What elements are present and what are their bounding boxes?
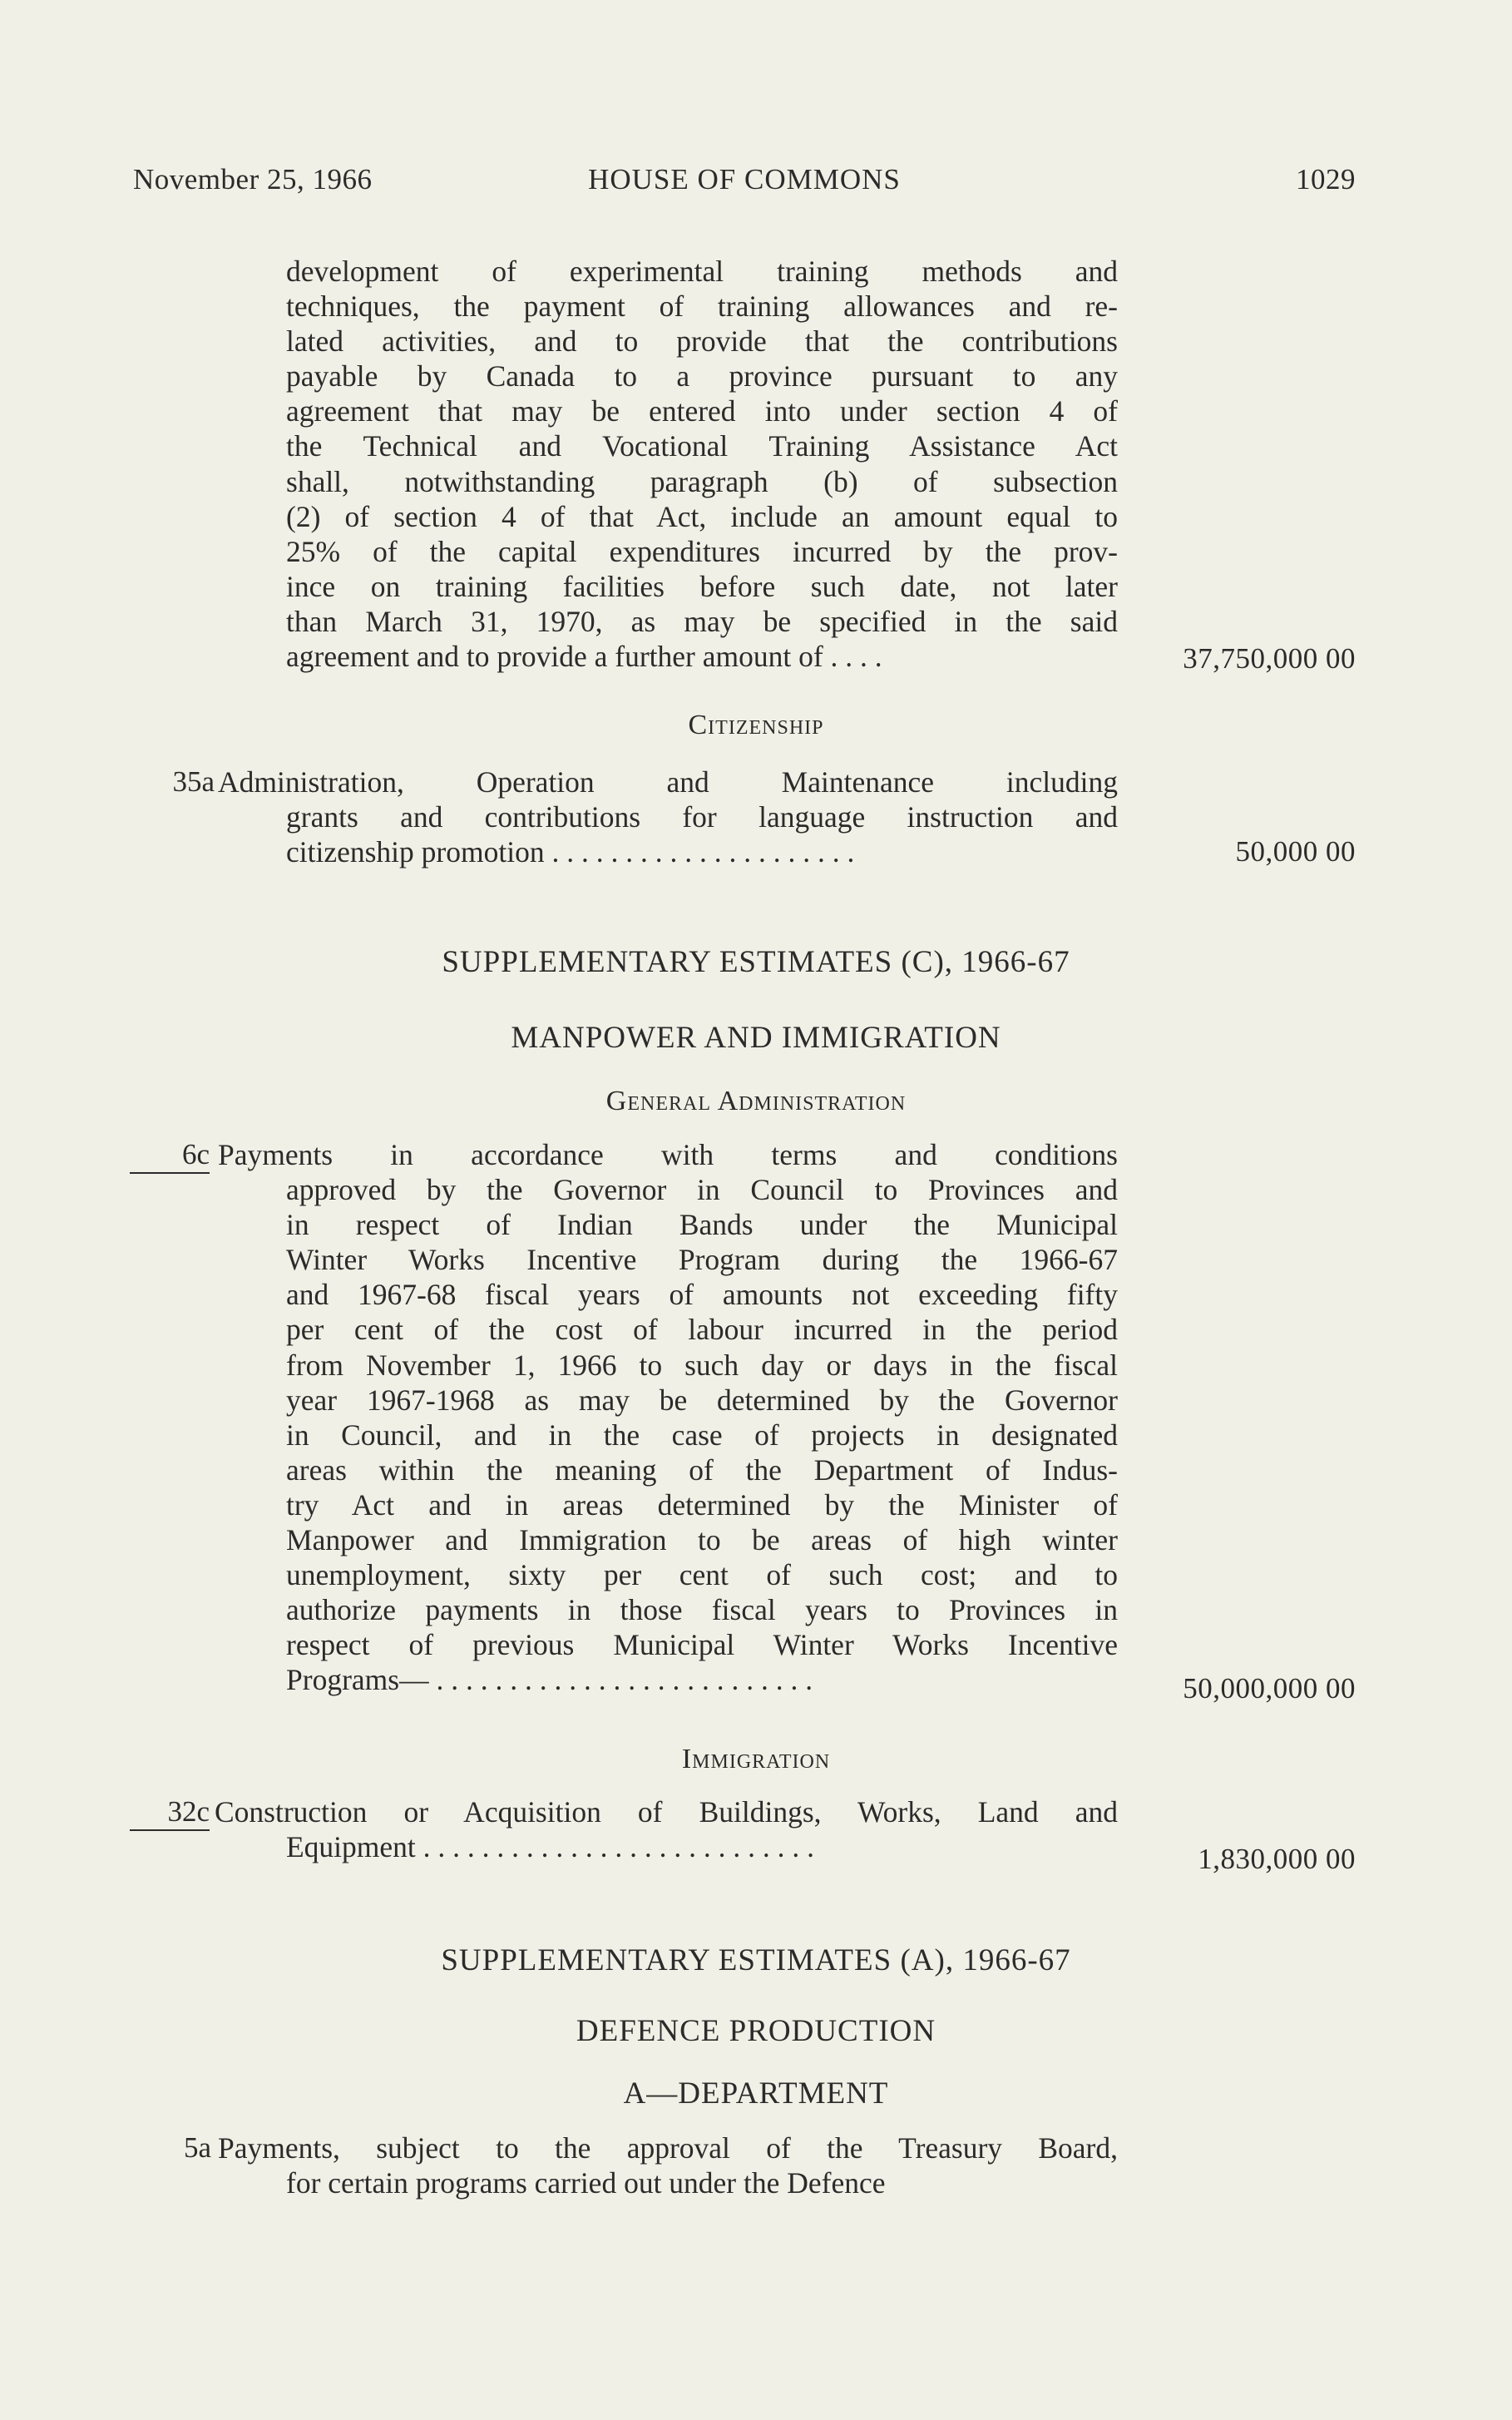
heading-supplementary-a: SUPPLEMENTARY ESTIMATES (A), 1966-67 — [441, 1943, 1071, 1977]
section-a-department: A—DEPARTMENT — [623, 2076, 889, 2111]
department-manpower: MANPOWER AND IMMIGRATION — [511, 1021, 1001, 1055]
header-date: November 25, 1966 — [133, 163, 373, 195]
text-line: agreement that may be entered into under section 4 of — [286, 394, 1118, 428]
text-line: year 1967-1968 as may be determined by the Governor — [286, 1383, 1118, 1417]
text-line: authorize payments in those fiscal years to Provinces in — [286, 1593, 1118, 1627]
text-line: Winter Works Incentive Program during the 1966-67 — [286, 1243, 1118, 1277]
text-line: respect of previous Municipal Winter Works Incentive — [286, 1628, 1118, 1662]
vote-number-35a: 35a — [172, 765, 215, 798]
text-line: Equipment . . . . . . . . . . . . . . . . . . . . . . . . . . . — [286, 1830, 815, 1864]
text-line: try Act and in areas determined by the Minister of — [286, 1487, 1118, 1522]
vote-text-5a — [218, 2130, 1118, 2200]
text-line: development of experimental training methods and — [286, 255, 1118, 288]
vote-text-32c — [215, 1794, 1118, 1864]
text-line: payable by Canada to a province pursuant to any — [286, 359, 1118, 393]
text-line: techniques, the payment of training allowances and re- — [286, 290, 1118, 324]
section-general-administration: General Administration — [605, 1086, 907, 1116]
section-heading-citizenship: Citizenship — [688, 710, 824, 740]
section-immigration: Immigration — [681, 1744, 831, 1774]
text-line: Manpower and Immigration to be areas of high winter — [286, 1523, 1118, 1557]
text-line: unemployment, sixty per cent of such cost; and to — [286, 1558, 1118, 1592]
text-line: in respect of Indian Bands under the Municipal — [286, 1208, 1118, 1242]
text-line: shall, notwithstanding paragraph (b) of subsection — [286, 464, 1118, 498]
amount-continued: 37,750,000 00 — [1183, 642, 1356, 675]
vote-text-6c — [218, 1137, 1118, 1698]
text-line: (2) of section 4 of that Act, include an amount equal to — [286, 499, 1118, 533]
text-line: Payments, subject to the approval of the Treasury Board, — [218, 2131, 1118, 2165]
text-line: areas within the meaning of the Department of Indus- — [286, 1452, 1118, 1487]
text-line: in Council, and in the case of projects in designated — [286, 1418, 1118, 1452]
text-line: for certain programs carried out under the Defence — [286, 2166, 886, 2200]
vote-number-32c: 32c — [130, 1794, 210, 1831]
text-line: ince on training facilities before such date, not later — [286, 569, 1118, 603]
header-title: HOUSE OF COMMONS — [588, 163, 901, 195]
page-number: 1029 — [1296, 163, 1356, 195]
text-line: Administration, Operation and Maintenance including — [218, 765, 1118, 799]
text-line: per cent of the cost of labour incurred in the period — [286, 1313, 1118, 1347]
text-line: the Technical and Vocational Training Assistance Act — [286, 429, 1118, 463]
text-line: 25% of the capital expenditures incurred by the prov- — [286, 534, 1118, 568]
text-line: Programs— . . . . . . . . . . . . . . . . . . . . . . . . . . — [286, 1663, 813, 1697]
text-line: approved by the Governor in Council to Provinces and — [286, 1173, 1118, 1207]
heading-supplementary-c: SUPPLEMENTARY ESTIMATES (C), 1966-67 — [442, 945, 1070, 979]
text-line: from November 1, 1966 to such day or days in the fiscal — [286, 1348, 1118, 1382]
department-defence-production: DEFENCE PRODUCTION — [576, 2014, 936, 2048]
amount-32c: 1,830,000 00 — [1198, 1843, 1356, 1875]
text-line: citizenship promotion . . . . . . . . . . . . . . . . . . . . . — [286, 835, 855, 869]
amount-35a: 50,000 00 — [1235, 835, 1356, 868]
vote-number-6c: 6c — [130, 1137, 210, 1174]
text-line: than March 31, 1970, as may be specified in the said — [286, 604, 1118, 638]
text-line: agreement and to provide a further amount of . . . . — [286, 640, 882, 674]
text-line: Payments in accordance with terms and conditions — [218, 1138, 1118, 1171]
text-line: and 1967-68 fiscal years of amounts not exceeding fifty — [286, 1278, 1118, 1312]
vote-text-35a — [218, 765, 1118, 869]
text-line: Construction or Acquisition of Buildings, Works, Land and — [215, 1795, 1118, 1829]
running-head — [133, 163, 1356, 203]
text-line: lated activities, and to provide that the contributions — [286, 324, 1118, 359]
item-continued-text — [286, 254, 1118, 674]
text-line: grants and contributions for language instruction and — [286, 800, 1118, 834]
vote-number-5a: 5a — [183, 2131, 211, 2164]
amount-6c: 50,000,000 00 — [1183, 1672, 1356, 1705]
